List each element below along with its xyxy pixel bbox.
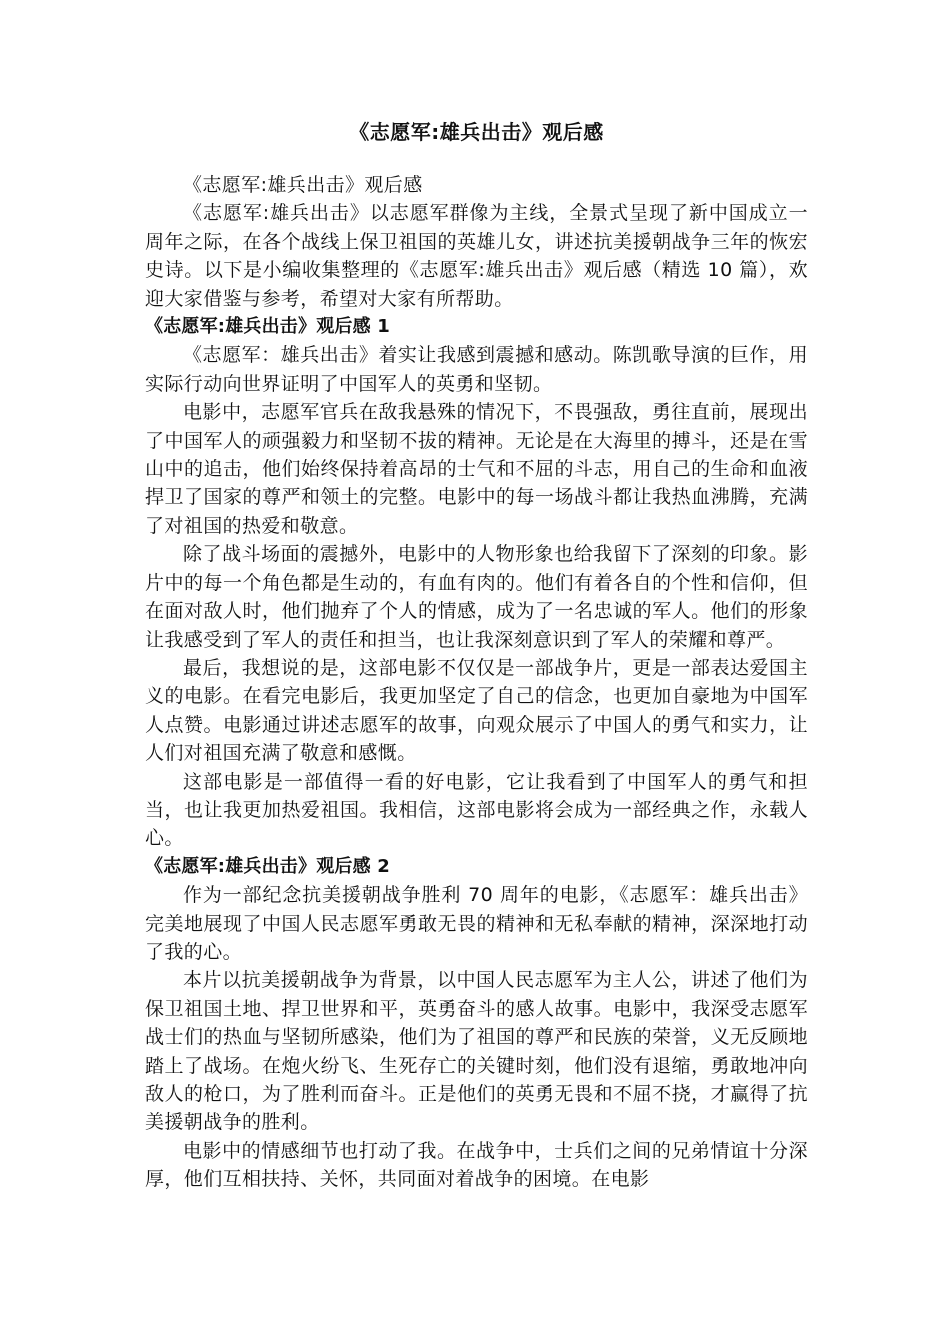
intro-line: 《志愿军:雄兵出击》观后感 [183, 174, 423, 196]
section-heading-2: 《志愿军:雄兵出击》观后感 2 [145, 855, 390, 877]
section-1-paragraph-5: 这部电影是一部值得一看的好电影，它让我看到了中国军人的勇气和担当，也让我更加热爱祖国。我相信，这部电影将会成为一部经典之作，永载人心。 [145, 770, 808, 850]
section-heading-1: 《志愿军:雄兵出击》观后感 1 [145, 316, 390, 338]
section-1-paragraph-3: 除了战斗场面的震撼外，电影中的人物形象也给我留下了深刻的印象。影片中的每一个角色都是生动的，有血有肉的。他们有着各自的个性和信仰，但在面对敌人时，他们抛弃了个人的情感，成为了一名忠诚的军人。他们的形象让我感受到了军人的责任和担当，也让我深刻意识到了军人的荣耀和尊严。 [145, 543, 808, 651]
section-1-paragraph-1: 《志愿军：雄兵出击》着实让我感到震撼和感动。陈凯歌导演的巨作，用实际行动向世界证明了中国军人的英勇和坚韧。 [145, 344, 808, 395]
section-2-paragraph-2: 本片以抗美援朝战争为背景，以中国人民志愿军为主人公，讲述了他们为保卫祖国土地、捍卫世界和平，英勇奋斗的感人故事。电影中，我深受志愿军战士们的热血与坚韧所感染，他们为了祖国的尊严和民族的荣誉，义无反顾地踏上了战场。在炮火纷飞、生死存亡的关键时刻，他们没有退缩，勇敢地冲向敌人的枪口，为了胜利而奋斗。正是他们的英勇无畏和不屈不挠，才赢得了抗美援朝战争的胜利。 [145, 969, 808, 1134]
document-title: 《志愿军:雄兵出击》观后感 [349, 120, 604, 144]
section-2-paragraph-1: 作为一部纪念抗美援朝战争胜利 70 周年的电影，《志愿军：雄兵出击》完美地展现了中国人民志愿军勇敢无畏的精神和无私奉献的精神，深深地打动了我的心。 [145, 884, 808, 963]
document-page [145, 117, 808, 1194]
section-1-paragraph-2: 电影中，志愿军官兵在敌我悬殊的情况下，不畏强敌，勇往直前，展现出了中国军人的顽强毅力和坚韧不拔的精神。无论是在大海里的搏斗，还是在雪山中的追击，他们始终保持着高昂的士气和不屈的斗志，用自己的生命和血液捍卫了国家的尊严和领土的完整。电影中的每一场战斗都让我热血沸腾，充满了对祖国的热爱和敬意。 [145, 401, 808, 537]
section-1-paragraph-4: 最后，我想说的是，这部电影不仅仅是一部战争片，更是一部表达爱国主义的电影。在看完电影后，我更加坚定了自己的信念，也更加自豪地为中国军人点赞。电影通过讲述志愿军的故事，向观众展示了中国人的勇气和实力，让人们对祖国充满了敬意和感慨。 [145, 656, 808, 765]
intro-paragraph: 《志愿军:雄兵出击》以志愿军群像为主线，全景式呈现了新中国成立一周年之际，在各个战线上保卫祖国的英雄儿女，讲述抗美援朝战争三年的恢宏史诗。以下是小编收集整理的《志愿军:雄兵出击》观后感（精选 10 篇），欢迎大家借鉴与参考，希望对大家有所帮助。 [145, 202, 808, 310]
section-2-paragraph-3: 电影中的情感细节也打动了我。在战争中，士兵们之间的兄弟情谊十分深厚，他们互相扶持、关怀，共同面对着战争的困境。在电影 [145, 1139, 808, 1191]
